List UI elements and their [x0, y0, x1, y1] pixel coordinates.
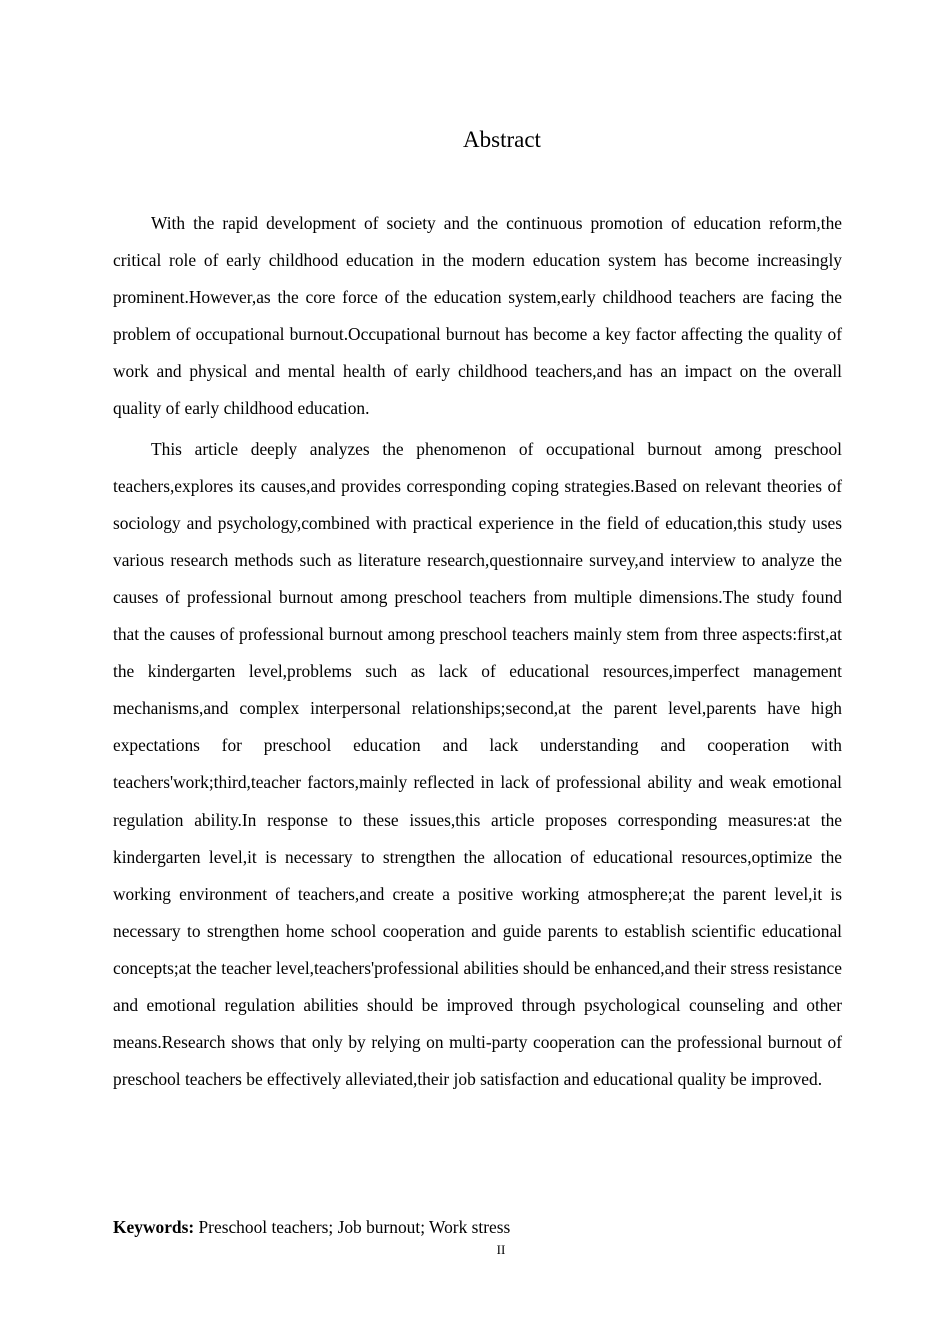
page-number: II — [496, 1242, 506, 1257]
abstract-paragraph-2: This article deeply analyzes the phenomenon of occupational burnout among preschool teachers,explores its causes,and provides corresponding coping strategies.Based on relevant theories of sociology and psychology,combined with practical experience in the field of education,this study uses various research methods such as literature research,questionnaire survey,and interview to analyze the causes of professional burnout among preschool teachers from multiple dimensions.The study found that the causes of professional burnout among preschool teachers mainly stem from three aspects:first,at the kindergarten level,problems such as lack of educational resources,imperfect management mechanisms,and complex interpersonal relationships;second,at the parent level,parents have high expectations for preschool education and lack understanding and cooperation with teachers'work;third,teacher factors,mainly reflected in lack of professional ability and weak emotional regulation ability.In response to these issues,this article proposes corresponding measures:at the kindergarten level,it is necessary to strengthen the allocation of educational resources,optimize the working environment of teachers,and create a positive working atmosphere;at the parent level,it is necessary to strengthen home school cooperation and guide parents to establish scientific educational concepts;at the teacher level,teachers'professional abilities should be enhanced,and their stress resistance and emotional regulation abilities should be improved through psychological counseling and other means.Research shows that only by relying on multi-party cooperation can the professional burnout of preschool teachers be effectively alleviated,their job satisfaction and educational quality be improved. — [113, 438, 842, 1090]
abstract-body — [113, 205, 842, 1098]
keywords-label: Keywords: — [113, 1217, 195, 1237]
keywords-line — [113, 1215, 510, 1239]
abstract-title: Abstract — [463, 127, 541, 152]
keywords-list: Preschool teachers; Job burnout; Work stress — [198, 1217, 511, 1237]
abstract-paragraph-1: With the rapid development of society and the continuous promotion of education reform,the critical role of early childhood education in the modern education system has become increasingly prominent.However,as the core force of the education system,early childhood teachers are facing the problem of occupational burnout.Occupational burnout has become a key factor affecting the quality of work and physical and mental health of early childhood teachers,and has an impact on the overall quality of early childhood education. — [113, 213, 842, 419]
